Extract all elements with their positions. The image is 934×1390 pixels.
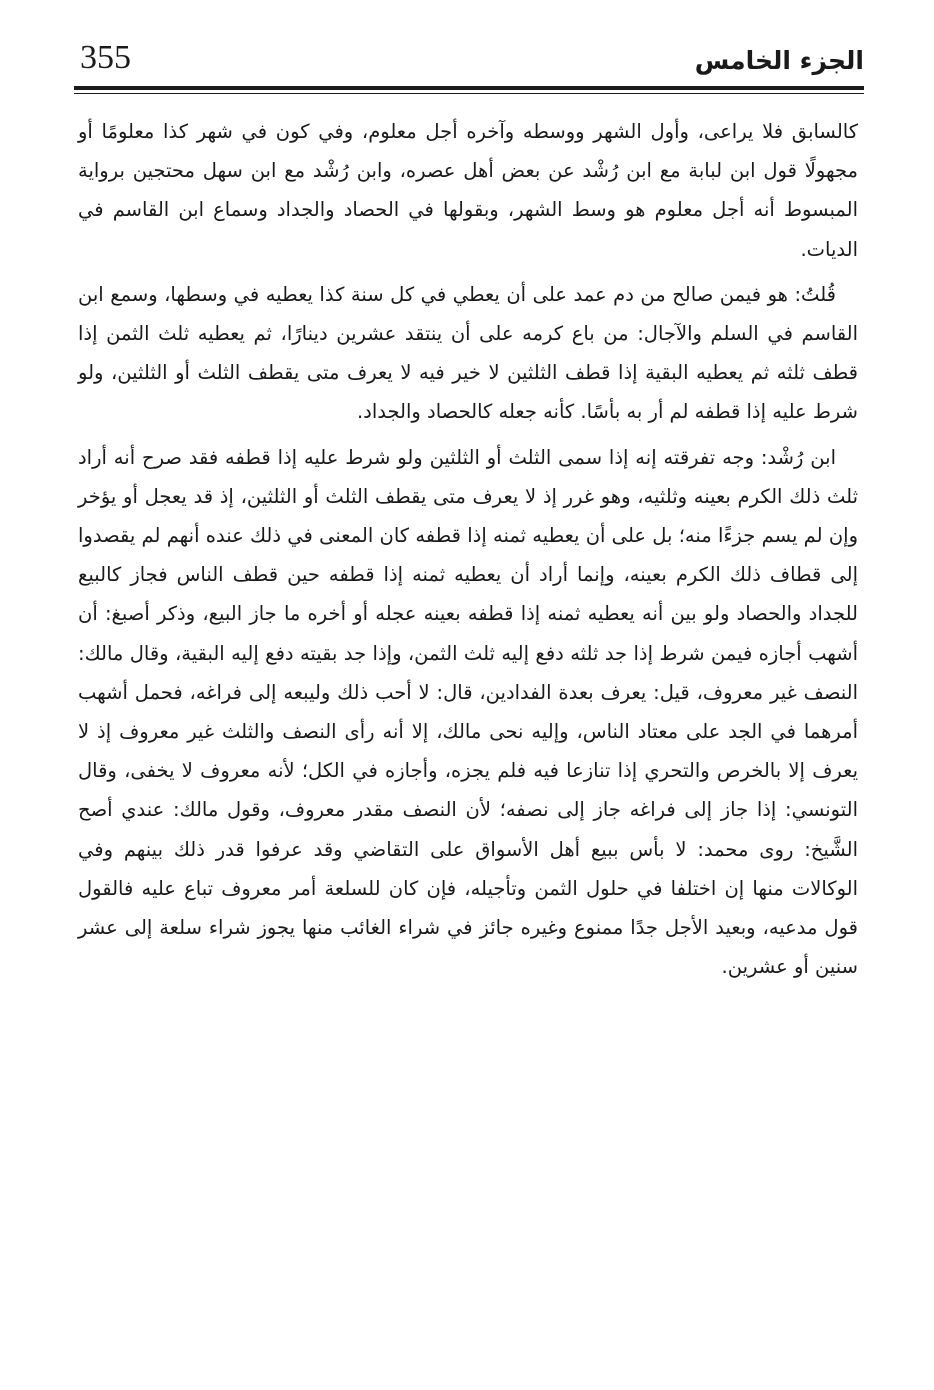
body-text — [78, 112, 858, 986]
running-title: الجزء الخامس — [694, 46, 864, 75]
page-header — [74, 38, 864, 90]
header-rule-thin — [74, 93, 864, 94]
paragraph: كالسابق فلا يراعى، وأول الشهر ووسطه وآخره أجل معلوم، وفي كون في شهر كذا معلومًا أو مجهولًا قول ابن لبابة مع ابن رُشْد عن بعض أهل عصره، وابن رُشْد مع ابن سهل محتجين برواية المبسوط أنه أجل معلوم هو وسط الشهر، وبقولها في الحصاد والجداد وسماع ابن القاسم في الديات. — [78, 120, 858, 261]
paragraph: قُلتُ: هو فيمن صالح من دم عمد على أن يعطي في كل سنة كذا يعطيه في وسطها، وسمع ابن القاسم في السلم والآجال: من باع كرمه على أن ينتقد عشرين دينارًا، ثم يعطيه ثلث الثمن إذا قطف ثلثه ثم يعطيه البقية إذا قطف الثلثين لا خير فيه لا يعرف متى يقطف الثلث أو الثلثين، ولو شرط عليه إذا قطفه لم أر به بأسًا. كأنه جعله كالحصاد والجداد. — [78, 282, 858, 424]
paragraph: ابن رُشْد: وجه تفرقته إنه إذا سمى الثلث أو الثلثين ولو شرط عليه إذا قطفه فقد صرح أنه أراد ثلث ذلك الكرم بعينه وثلثيه، وهو غرر إذ لا يعرف متى يقطف الثلث أو الثلثين، إذ قد يعجل أو يؤخر وإن لم يسم جزءًا منه؛ بل على أن يعطيه ثمنه إذا قطفه كان المعنى في ذلك عنده أنهم لم يقصدوا إلى قطاف ذلك الكرم بعينه، وإنما أراد أن يعطيه ثمنه إذا قطفه حين قطف الناس فجاز كالبيع للجداد والحصاد ولو بين أنه يعطيه ثمنه إذا قطفه بعينه عجله أو أخره ما جاز البيع، وذكر أصبغ: أن أشهب أجازه فيمن شرط إذا جد ثلثه دفع إليه ثلث الثمن، وإذا جد بقيته دفع إليه البقية، وقال مالك: النصف غير معروف، قيل: يعرف بعدة الفدادين، قال: لا أحب ذلك وليبعه إلى فراغه، فحمل أشهب أمرهما في الجد على معتاد الناس، وإليه نحى مالك، إلا أنه رأى النصف والثلث غير معروف إذ لا يعرف إلا بالخرص والتحري إذا تنازعا فيه فلم يجزه، وأجازه في الكل؛ لأنه معروف لا يخفى، وقال التونسي: إذا جاز إلى فراغه جاز إلى نصفه؛ لأن النصف مقدر معروف، وقول مالك: عندي أصح الشَّيخ: روى محمد: لا بأس ببيع أهل الأسواق على التقاضي وقد عرفوا قدر ذلك بينهم وفي الوكالات منها إن اختلفا في حلول الثمن وتأجيله، فإن كان للسلعة أمر معروف تباع عليه فالقول قول مدعيه، وبعيد الأجل جدًا ممنوع وغيره جائز في شراء الغائب منها يجوز شراء سلعة إلى عشر سنين أو عشرين. — [78, 445, 858, 979]
page-number: 355 — [80, 39, 131, 76]
header-rule-thick — [74, 86, 864, 90]
